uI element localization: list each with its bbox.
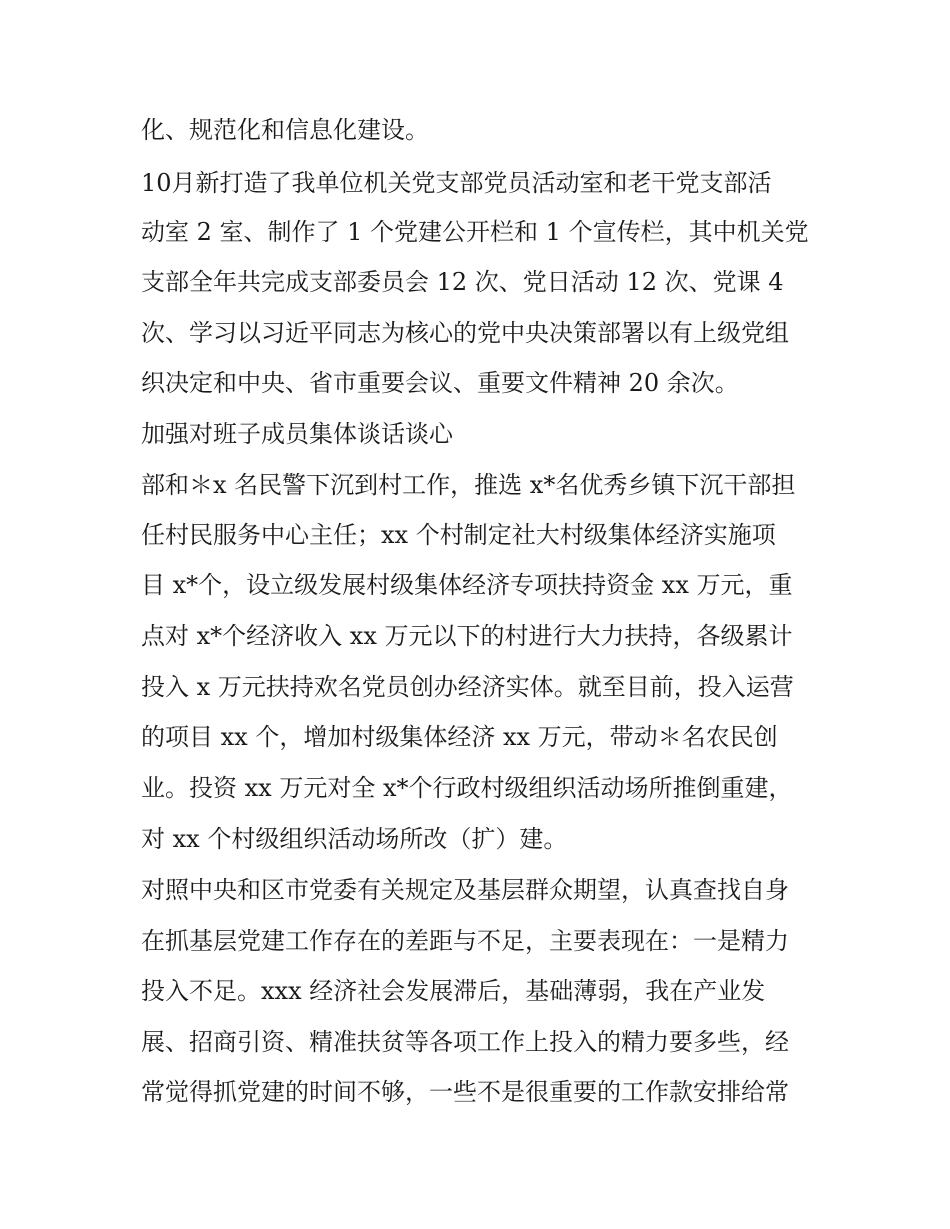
text-line: 的项目 xx 个，增加村级集体经济 xx 万元，带动＊名农民创 bbox=[141, 723, 778, 751]
text-line: 目 x*个，设立级发展村级集体经济专项扶持资金 xx 万元，重 bbox=[141, 571, 793, 599]
text-line: 对 xx 个村级组织活动场所改（扩）建。 bbox=[141, 825, 568, 853]
text-line: 次、学习以习近平同志为核心的党中央决策部署以有上级党组 bbox=[141, 319, 789, 347]
text-line: 展、招商引资、精准扶贫等各项工作上投入的精力要多些，经 bbox=[141, 1028, 789, 1056]
text-line: 业。投资 xx 万元对全 x*个行政村级组织活动场所推倒重建， bbox=[141, 774, 793, 802]
text-line: 常觉得抓党建的时间不够，一些不是很重要的工作款安排给常 bbox=[141, 1078, 789, 1106]
text-line: 投入 x 万元扶持欢名党员创办经济实体。就至目前，投入运营 bbox=[141, 673, 794, 701]
text-line: 化、规范化和信息化建设。 bbox=[141, 116, 429, 144]
text-line: 10月新打造了我单位机关党支部党员活动室和老干党支部活 bbox=[141, 169, 772, 197]
text-line: 支部全年共完成支部委员会 12 次、党日活动 12 次、党课 4 bbox=[141, 268, 784, 296]
text-line: 织决定和中央、省市重要会议、重要文件精神 20 余次。 bbox=[141, 369, 739, 397]
text-line: 动室 2 室、制作了 1 个党建公开栏和 1 个宣传栏，其中机关党 bbox=[141, 218, 809, 246]
text-line: 在抓基层党建工作存在的差距与不足，主要表现在：一是精力 bbox=[141, 927, 789, 955]
text-line: 投入不足。xxx 经济社会发展滞后，基础薄弱，我在产业发 bbox=[141, 977, 766, 1005]
text-line: 对照中央和区市党委有关规定及基层群众期望，认真查找自身 bbox=[141, 876, 789, 904]
text-line: 点对 x*个经济收入 xx 万元以下的村进行大力扶持，各级累计 bbox=[141, 622, 793, 650]
text-line: 任村民服务中心主任；xx 个村制定社大村级集体经济实施项 bbox=[141, 521, 776, 549]
text-line: 部和＊x 名民警下沉到村工作，推选 x*名优秀乡镇下沉干部担 bbox=[141, 471, 796, 499]
text-line: 加强对班子成员集体谈话谈心 bbox=[141, 420, 453, 448]
